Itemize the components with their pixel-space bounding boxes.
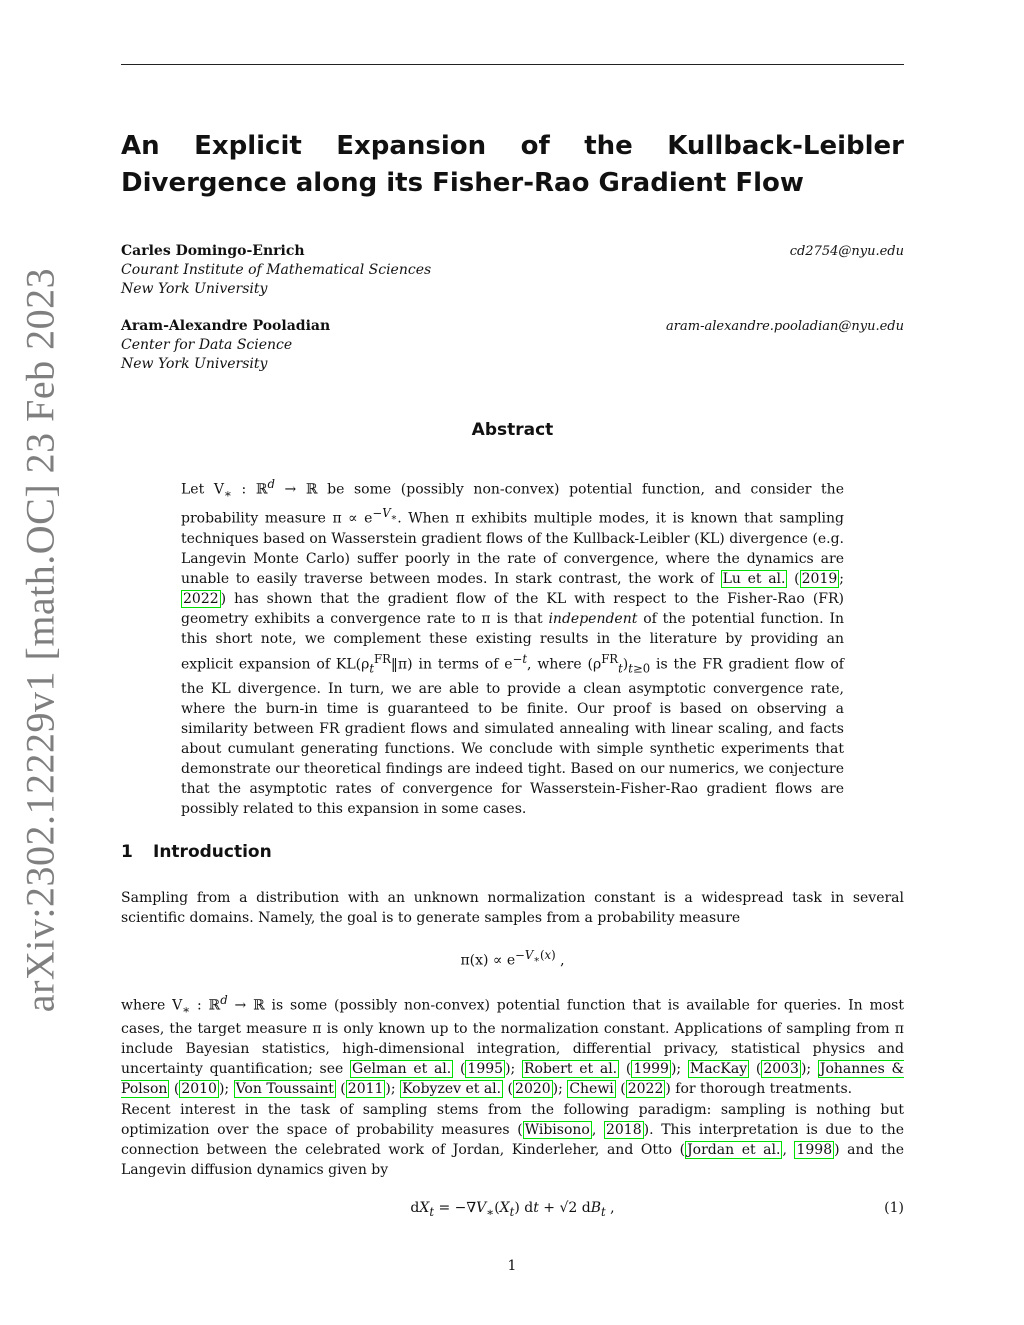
intro-paragraph-1: Sampling from a distribution with an unknown normalization constant is a widespread task in several scientific domains. Namely, the goal is to generate samples from a probability measure <box>121 890 904 926</box>
citation-year-link[interactable]: 2018 <box>605 1122 642 1138</box>
citation-link[interactable]: Jordan et al. <box>687 1142 781 1158</box>
citation-year-link[interactable]: 2010 <box>181 1081 217 1098</box>
paper-title: An Explicit Expansion of the Kullback-Leibler Divergence along its Fisher-Rao Gradient Flow <box>121 131 904 198</box>
author-name: Carles Domingo-Enrich <box>121 243 305 259</box>
page-number: 1 <box>507 1258 517 1274</box>
section-title: Introduction <box>153 842 272 862</box>
citation-year-link[interactable]: 2003 <box>763 1061 799 1078</box>
citation-year-link[interactable]: 1998 <box>796 1142 833 1158</box>
intro-paragraph-2: where $V_∗$ : ℝ$^d$ → ℝ is some (possibly non-convex) potential function that is available for queries. In most cases, the target measure π is only known up to the normalization constant. Applications of sampling from π include Bayesian statistics, high-dimensional integration, differential privacy, statistical physics and uncertainty quantification; see Gelman et al. ( 1995 ); Robert et al. ( 1999 ); MacKay ( 2003 ); Johannes & Polson ( 2010 ); Von Toussaint ( 2011 ); Kobyzev et al. ( 2020 ); Chewi ( 2022 ) for thorough treatments. <box>121 993 904 1098</box>
emphasis: independent <box>548 611 638 628</box>
citation-link[interactable]: Von Toussaint <box>235 1081 334 1098</box>
citation-year-link[interactable]: 2020 <box>515 1081 551 1098</box>
citation-link[interactable]: Gelman et al. <box>352 1061 452 1078</box>
section-number: 1 <box>121 842 133 862</box>
citation-link[interactable]: MacKay <box>689 1061 748 1078</box>
author-email: cd2754@nyu.edu <box>789 244 904 259</box>
citation-year-link[interactable]: 2019 <box>801 571 838 588</box>
section-heading-introduction <box>121 842 272 862</box>
citation-year-link[interactable]: 2022 <box>183 591 219 608</box>
author-affiliation: New York University <box>121 281 268 297</box>
equation-number: (1) <box>884 1200 904 1216</box>
abstract-text: Let $V_∗$ : ℝ$^d$ → ℝ be some (possibly non-convex) potential function, and consider the probability measure $\pi \propto e^{-V_∗}$. When π exhibits multiple modes, it is known that sampling techniques based on Wasserstein gradient flows of the Kullback-Leibler (KL) divergence (e.g. Langevin Monte Carlo) suffer poorly in the rate of convergence, where the dynamics are unable to easily traverse between modes. In stark contrast, the work of Lu et al. ( 2019 ; 2022 ) has shown that the gradient flow of the KL with respect to the Fisher-Rao (FR) geometry exhibits a convergence rate to π is that independent of the potential function. In this short note, we complement these existing results in the literature by providing an explicit expansion of $KL(\rho_t^{FR}‖\pi)$ in terms of $e^{-t}$, where $(\rho^{FR}_t)_{t\ge 0}$ is the FR gradient flow of the KL divergence. In turn, we are able to provide a clean asymptotic convergence rate, where the burn-in time is guaranteed to be finite. Our proof is based on observing a similarity between FR gradient flows and simulated annealing with linear scaling, and facts about cumulant generating functions. We conclude with simple synthetic experiments that demonstrate our theoretical findings are indeed tight. Based on our numerics, we conjecture that the asymptotic rates of convergence for Wasserstein-Fisher-Rao gradient flows are possibly related to this expansion in some cases. <box>181 477 844 817</box>
arxiv-stamp-text: arXiv:2302.12229v1 [math.OC] 23 Feb 2023 <box>17 267 63 1013</box>
author-email: aram-alexandre.pooladian@nyu.edu <box>666 319 904 334</box>
citation-link[interactable]: Lu et al. <box>722 571 786 588</box>
equation-1-langevin: $dX_t = -\nabla V_∗(X_t)$ dt + √2 $dB_t$ , (1) <box>410 1200 904 1219</box>
top-rule <box>121 64 904 65</box>
author-affiliation: Courant Institute of Mathematical Sciences <box>121 262 432 278</box>
citation-link[interactable]: Johannes & Polson <box>121 1061 904 1098</box>
author-name: Aram-Alexandre Pooladian <box>121 318 331 334</box>
author-block-2 <box>121 317 904 374</box>
citation-year-link[interactable]: 2011 <box>347 1081 384 1098</box>
intro-paragraph-3: Recent interest in the task of sampling stems from the following paradigm: sampling is nothing but optimization over the space of probability measures ( Wibisono , 2018 ). This interpretation is due to the connection between the celebrated work of Jordan, Kinderleher, and Otto ( Jordan et al. , 1998 ) and the Langevin diffusion dynamics given by <box>121 1102 905 1178</box>
citation-link[interactable]: Kobyzev et al. <box>402 1081 502 1098</box>
author-affiliation: Center for Data Science <box>121 337 293 353</box>
citation-year-link[interactable]: 1999 <box>633 1061 669 1078</box>
equation-target-measure: $\pi(x) \propto e^{-V_∗(x)}$ , <box>460 948 565 969</box>
citation-link[interactable]: Wibisono <box>524 1122 590 1138</box>
author-block-1 <box>121 242 904 299</box>
citation-link[interactable]: Chewi <box>569 1081 614 1098</box>
author-affiliation: New York University <box>121 356 268 372</box>
citation-year-link[interactable]: 1995 <box>467 1061 504 1078</box>
citation-year-link[interactable]: 2022 <box>627 1081 664 1098</box>
citation-link[interactable]: Robert et al. <box>523 1061 618 1078</box>
abstract-heading: Abstract <box>471 420 554 440</box>
